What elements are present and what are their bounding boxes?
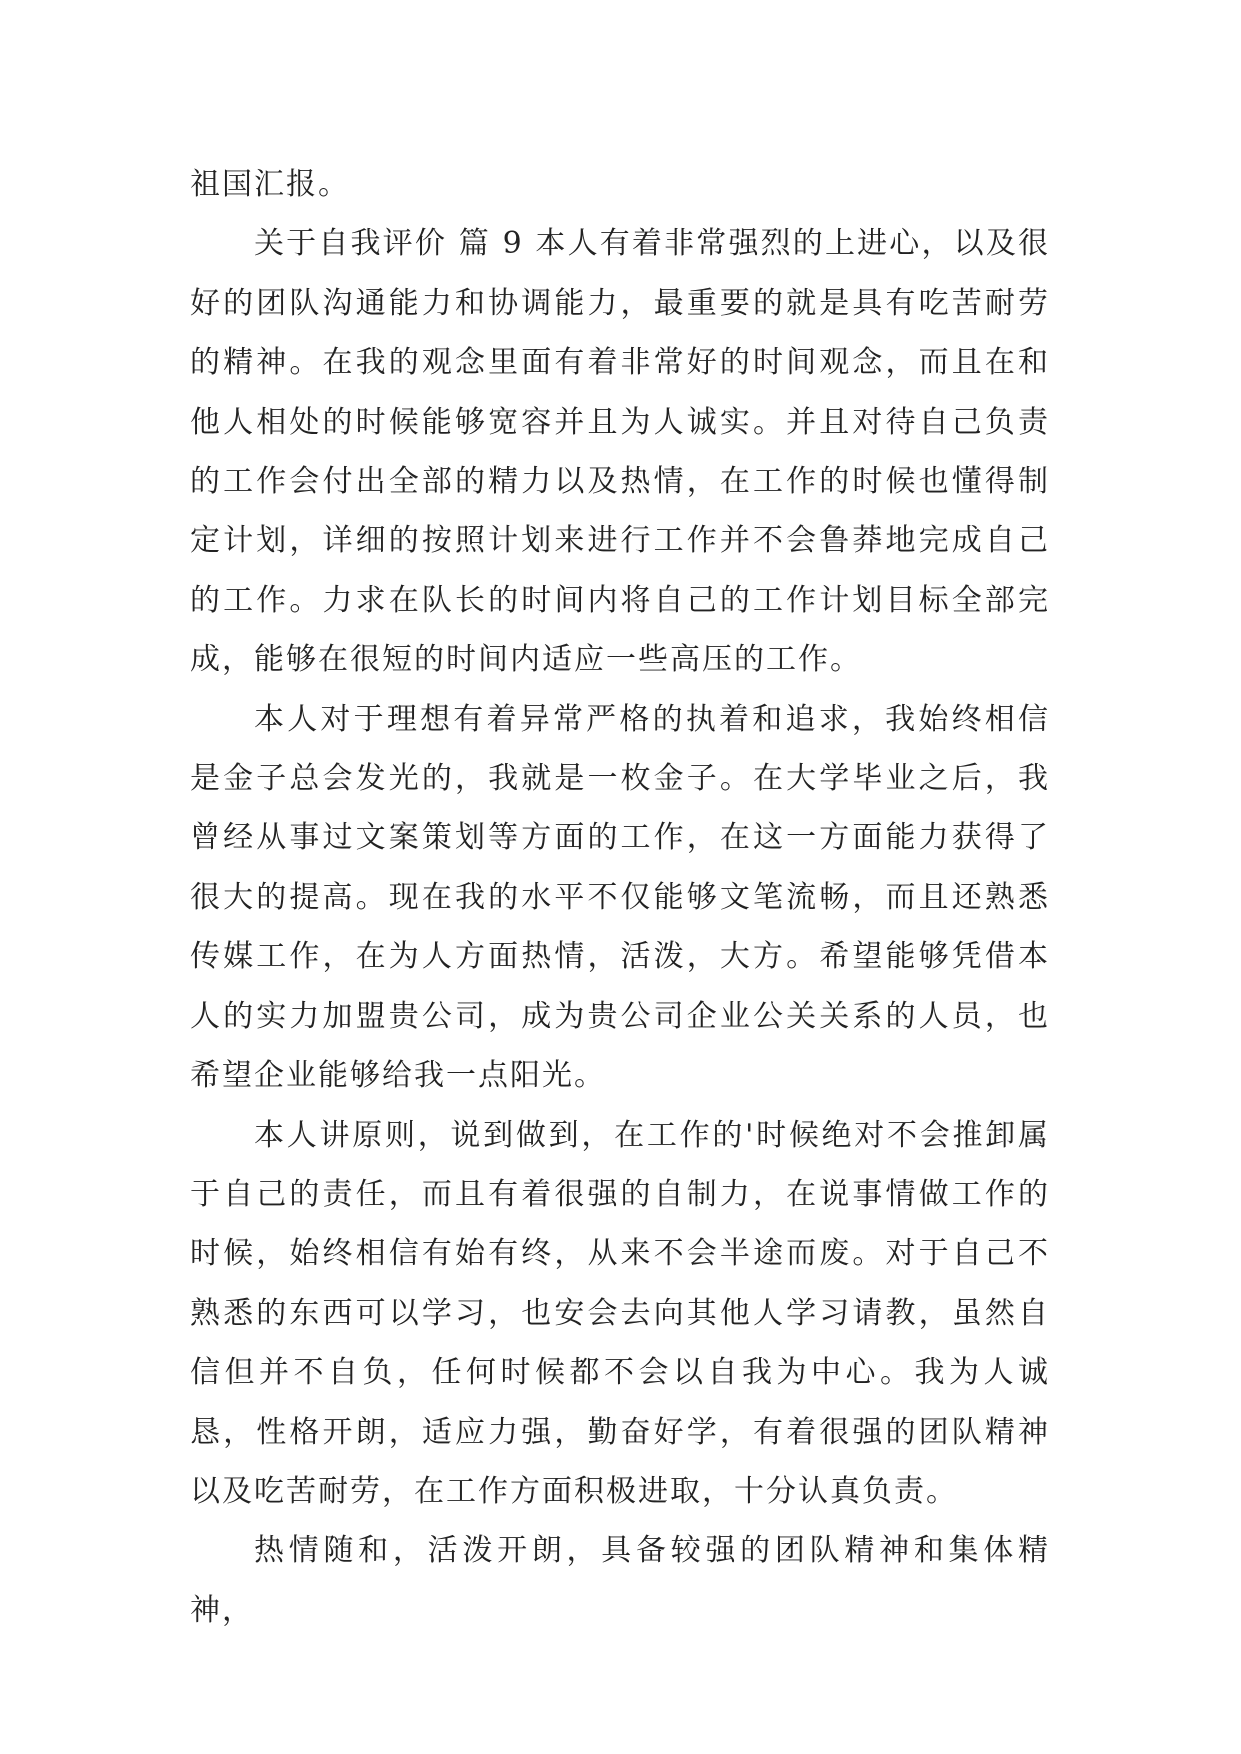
paragraph-continuation: 祖国汇报。 (190, 167, 350, 202)
paragraph-principles: 本人讲原则，说到做到，在工作的'时候绝对不会推卸属于自己的责任，而且有着很强的自制力，在说事情做工作的时候，始终相信有始有终，从来不会半途而废。对于自己不熟悉的东西可以学习，也安会去向其他人学习请教，虽然自信但并不自负，任何时候都不会以自我为中心。我为人诚恳，性格开朗，适应力强，勤奋好学，有着很强的团队精神以及吃苦耐劳，在工作方面积极进取，十分认真负责。 (190, 1117, 1050, 1509)
paragraph-personality: 热情随和，活泼开朗，具备较强的团队精神和集体精神， (190, 1533, 1050, 1628)
document-body (190, 155, 1050, 1640)
paragraph-ideals: 本人对于理想有着异常严格的执着和追求，我始终相信是金子总会发光的，我就是一枚金子。在大学毕业之后，我曾经从事过文案策划等方面的工作，在这一方面能力获得了很大的提高。现在我的水平不仅能够文笔流畅，而且还熟悉传媒工作，在为人方面热情，活泼，大方。希望能够凭借本人的实力加盟贵公司，成为贵公司企业公关关系的人员，也希望企业能够给我一点阳光。 (190, 701, 1050, 1094)
paragraph-self-evaluation-9: 关于自我评价 篇 9 本人有着非常强烈的上进心，以及很好的团队沟通能力和协调能力，最重要的就是具有吃苦耐劳的精神。在我的观念里面有着非常好的时间观念，而且在和他人相处的时候能够宽容并且为人诚实。并且对待自己负责的工作会付出全部的精力以及热情，在工作的时候也懂得制定计划，详细的按照计划来进行工作并不会鲁莽地完成自己的工作。力求在队长的时间内将自己的工作计划目标全部完成，能够在很短的时间内适应一些高压的工作。 (190, 226, 1050, 678)
